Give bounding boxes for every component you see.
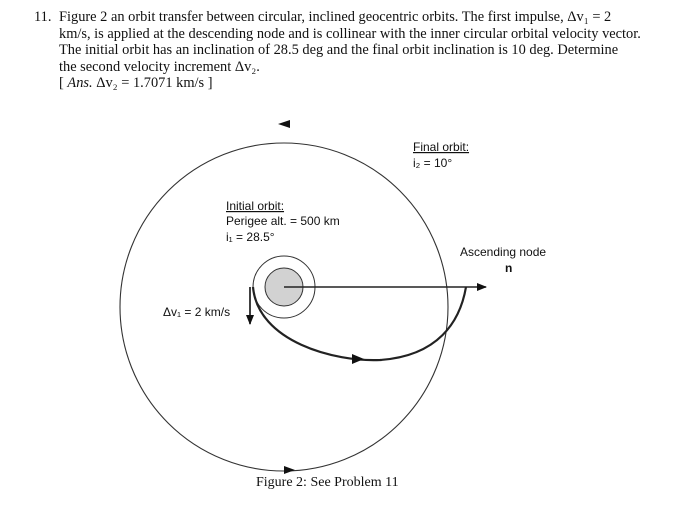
dv1-label: Δv₁ = 2 km/s [163,305,231,319]
answer-open-bracket: [ [59,75,64,92]
ascending-node-label: Ascending node [460,245,547,259]
transfer-direction-icon [352,354,364,364]
answer-value: Δv₂ = 1.7071 km/s [96,75,205,92]
problem-line-4: the second velocity increment Δv₂. [59,58,260,75]
answer-label: Ans. [67,75,93,92]
final-orbit-title: Final orbit: [413,140,470,154]
node-vector-label: n [505,261,513,275]
figure-caption: Figure 2: See Problem 11 [256,475,399,490]
problem-line-1: Figure 2 an orbit transfer between circular, inclined geocentric orbits. The first impulse, Δv₁ = 2 [59,9,612,25]
problem-line-2: km/s, is applied at the descending node and is collinear with the inner circular orbital velocity vector. [59,25,641,42]
problem-number: 11. [34,9,52,25]
final-orbit-direction-bottom-icon [284,466,295,474]
problem-line-3: The initial orbit has an inclination of 28.5 deg and the final orbit inclination is 10 deg. Determine [59,42,619,59]
initial-orbit-title: Initial orbit: [226,199,285,213]
initial-orbit-inclination: i₁ = 28.5° [226,230,275,244]
final-orbit-inclination: i₂ = 10° [413,156,453,170]
final-orbit-direction-top-icon [278,120,290,128]
initial-orbit-perigee: Perigee alt. = 500 km [226,214,340,228]
answer-close-bracket: ] [207,75,213,92]
